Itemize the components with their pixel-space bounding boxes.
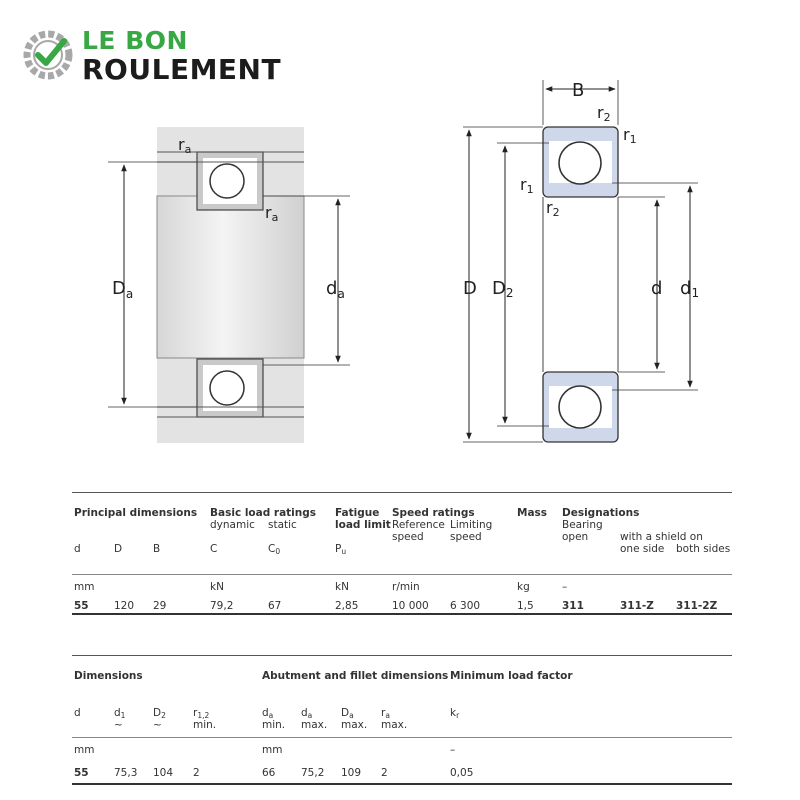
svg-text:d: d xyxy=(651,278,663,299)
sym-C: C xyxy=(210,543,218,555)
sub-shield: with a shield on xyxy=(620,531,703,543)
dimensions-table: Dimensions Abutment and fillet dimensions Minimum load factor d $d_1$ ~ $D_2$ ~ $r_{1,2}$ min. $d_a$ min. $d_a$ max. $D_a$ max. $r_a$ max. $k_r$ mm mm – 55 75,3 104 2 66 75,2 109 2 0,05 xyxy=(72,655,732,785)
sym-Pu: $P_u$ xyxy=(335,543,347,556)
group-speed-ratings: Speed ratings xyxy=(392,507,475,519)
svg-text:D: D xyxy=(463,278,477,299)
unit2-mm: mm xyxy=(74,744,95,756)
product-data-table: Principal dimensions Basic load ratings dynamic static Fatigue load limit Speed ratings Reference speed Limiting speed Mass Designations Bearing open with a shield on one side both sides d D B C $C_0$ $P_u$ mm kN kN r/min kg – 55 120 29 79,2 67 2,85 10 000 6 300 1,5 311 311-Z 311-2Z xyxy=(72,492,732,614)
sub-limiting-l1: Limiting xyxy=(450,519,493,531)
group-fatigue-l2: load limit xyxy=(335,519,391,531)
sym2-d: d xyxy=(74,707,81,719)
svg-text:da: $d_a$ xyxy=(326,278,345,301)
unit-rmin: r/min xyxy=(392,581,420,593)
svg-text:r2: r2 xyxy=(597,103,611,124)
sym-C0: $C_0$ xyxy=(268,543,281,556)
brand-logo xyxy=(22,25,312,85)
unit-kg: kg xyxy=(517,581,530,593)
group-dimensions: Dimensions xyxy=(74,670,143,682)
designation-both-sides: 311-2Z xyxy=(676,600,718,612)
sym2-ra-max: $r_a$ xyxy=(381,707,390,720)
svg-text:ra: ra xyxy=(178,135,192,156)
group-min-load: Minimum load factor xyxy=(450,670,573,682)
svg-text:r1: r1 xyxy=(520,175,534,196)
group-abutment: Abutment and fillet dimensions xyxy=(262,670,449,682)
svg-text:B: B xyxy=(572,80,585,101)
unit-mm: mm xyxy=(74,581,95,593)
sub-bearing-l2: open xyxy=(562,531,589,543)
svg-text:d1: d1 xyxy=(680,278,700,300)
sym2-D2: $D_2$ xyxy=(153,707,166,720)
bearing-section-drawing xyxy=(463,80,699,442)
svg-text:D2: D2 xyxy=(492,278,514,300)
group-principal-dimensions: Principal dimensions xyxy=(74,507,198,519)
brand-name-line1: LE BON xyxy=(82,26,188,55)
designation-open: 311 xyxy=(562,600,584,612)
unit-kN-fatigue: kN xyxy=(335,581,349,593)
sub-limiting-l2: speed xyxy=(450,531,482,543)
sym2-d1: $d_1$ xyxy=(114,707,126,720)
sym2-kr: $k_r$ xyxy=(450,707,460,720)
sym-D: D xyxy=(114,543,123,555)
sym2-r12: $r_{1,2}$ xyxy=(193,707,210,720)
group-designations: Designations xyxy=(562,507,640,519)
brand-name-line2: ROULEMENT xyxy=(82,53,282,86)
bearing-drawings xyxy=(0,80,800,455)
sym-B: B xyxy=(153,543,161,555)
unit-kN-load: kN xyxy=(210,581,224,593)
unit2-dash: – xyxy=(450,744,456,756)
svg-text:r2: r2 xyxy=(546,198,560,219)
sym-d: d xyxy=(74,543,81,555)
sub-static: static xyxy=(268,519,297,531)
svg-text:ra: ra xyxy=(265,203,279,224)
sym2-Da-max: $D_a$ xyxy=(341,707,354,720)
sym2-da-min: $d_a$ xyxy=(262,707,274,720)
sub-bearing-l1: Bearing xyxy=(562,519,603,531)
sym2-da-max: $d_a$ xyxy=(301,707,313,720)
sub-reference-l1: Reference xyxy=(392,519,445,531)
designation-one-side: 311-Z xyxy=(620,600,654,612)
svg-text:Da: $D_a$ xyxy=(112,278,134,301)
sub-dynamic: dynamic xyxy=(210,519,255,531)
mounting-drawing xyxy=(108,127,350,443)
gear-check-icon xyxy=(22,27,76,83)
group-fatigue-l1: Fatigue xyxy=(335,507,380,519)
svg-text:r1: r1 xyxy=(623,125,637,146)
unit-designation-dash: – xyxy=(562,581,568,593)
sub-both-sides: both sides xyxy=(676,543,731,555)
group-basic-load-ratings: Basic load ratings xyxy=(210,507,317,519)
unit2-mm-abutment: mm xyxy=(262,744,283,756)
sub-reference-l2: speed xyxy=(392,531,424,543)
sub-one-side: one side xyxy=(620,543,665,555)
group-mass: Mass xyxy=(517,507,548,519)
